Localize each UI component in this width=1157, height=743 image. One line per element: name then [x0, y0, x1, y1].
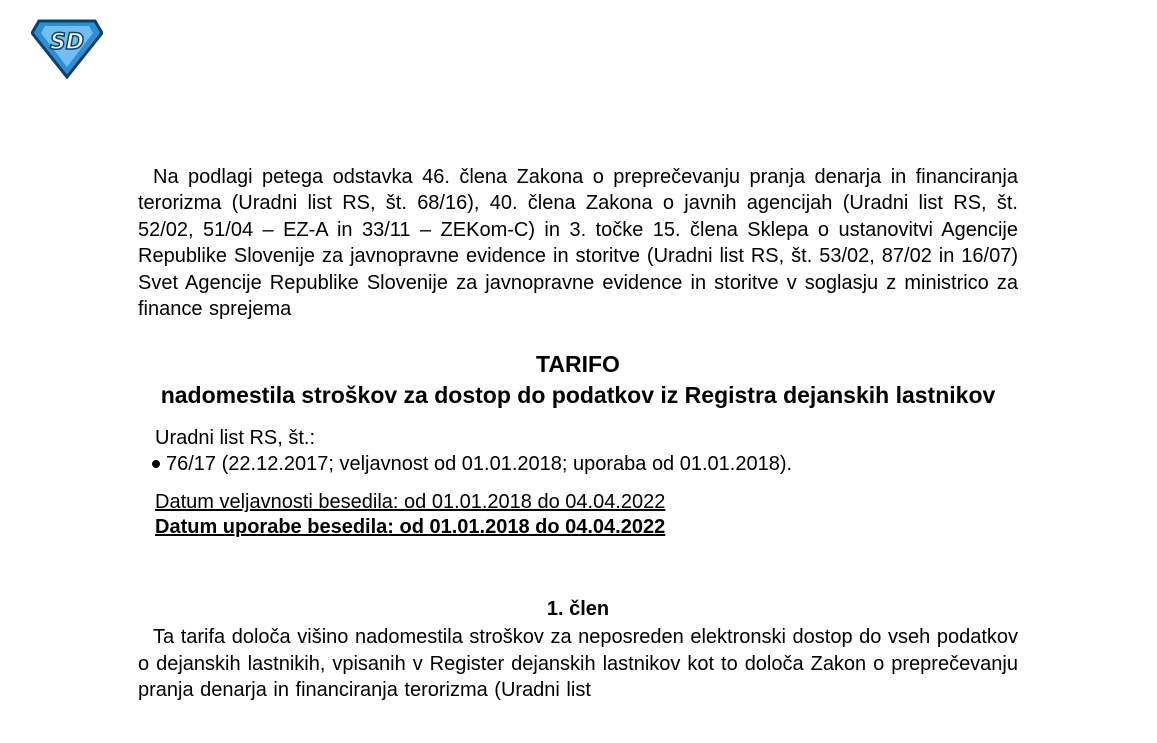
validity-date: Datum veljavnosti besedila: od 01.01.2018 do 04.04.2022	[155, 491, 666, 514]
article-1-title: 1. člen	[546, 598, 610, 621]
gazette-item	[152, 451, 1018, 477]
document-title	[138, 349, 1018, 411]
validity-dates	[155, 490, 1018, 540]
gazette-label: Uradni list RS, št.:	[155, 427, 316, 450]
gazette-reference	[155, 425, 1018, 477]
application-date: Datum uporabe besedila: od 01.01.2018 do 04.04.2022	[155, 516, 666, 539]
diamond-shield-logo-icon	[31, 17, 103, 79]
gazette-item-text: 76/17 (22.12.2017; veljavnost od 01.01.2018; uporaba od 01.01.2018).	[166, 453, 793, 476]
document-page	[138, 164, 1018, 704]
article-1-text: Ta tarifa določa višino nadomestila stroškov za neposreden elektronski dostop do vseh podatkov o dejanskih lastnikih, vpisanih v Register dejanskih lastnikov kot to določa Zakon o preprečevanju pranja denarja in financiranja terorizma (Uradni list	[138, 626, 1018, 702]
bullet-icon	[152, 460, 160, 468]
title-line-2: nadomestila stroškov za dostop do podatkov iz Registra dejanskih lastnikov	[160, 382, 996, 409]
title-line-1: TARIFO	[536, 351, 620, 378]
preamble-text: Na podlagi petega odstavka 46. člena Zakona o preprečevanju pranja denarja in financiranja terorizma (Uradni list RS, št. 68/16), 40. člena Zakona o javnih agencijah (Uradni list RS, št. 52/02, 51/04 – EZ-A in 33/11 – ZEKom-C) in 3. točke 15. člena Sklepa o ustanovitvi Agencije Republike Slovenije za javnopravne evidence in storitve (Uradni list RS, št. 53/02, 87/02 in 16/07) Svet Agencije Republike Slovenije za javnopravne evidence in storitve v soglasju z ministrico za finance sprejema	[138, 166, 1018, 321]
logo-text: SD	[49, 30, 85, 55]
